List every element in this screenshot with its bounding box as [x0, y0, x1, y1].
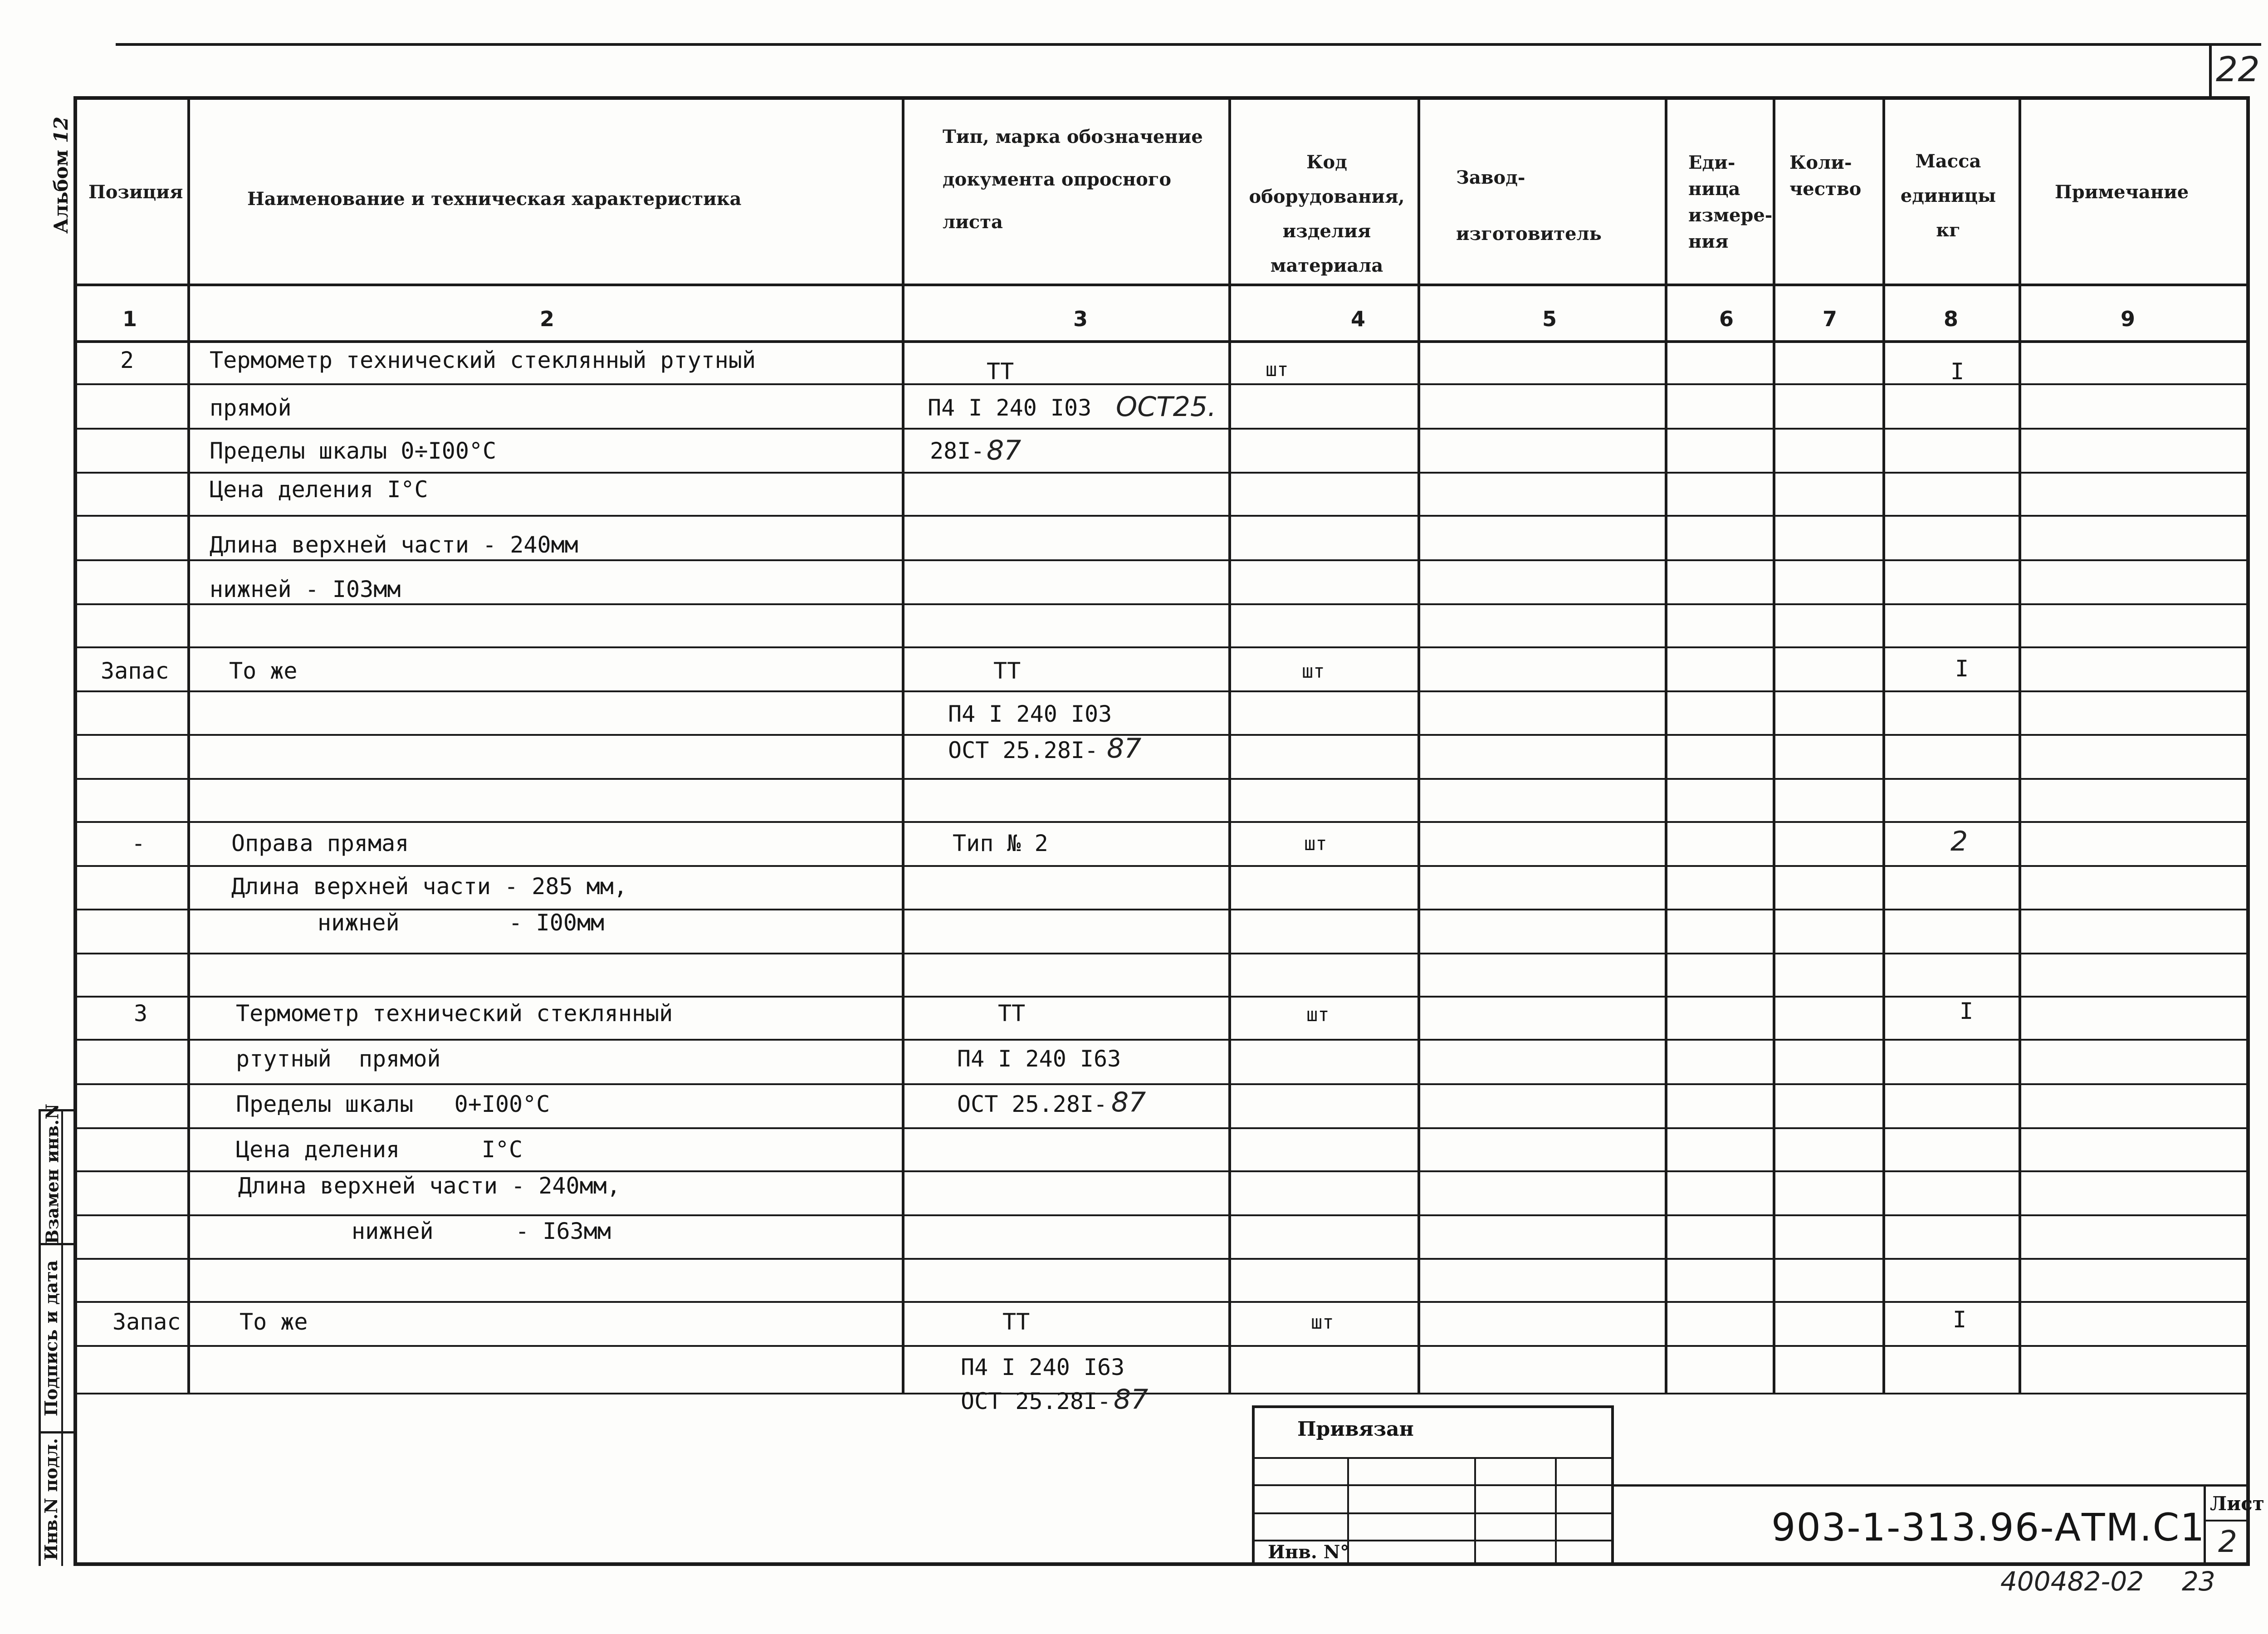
type-cell: 28I-	[930, 438, 985, 464]
frame-top	[75, 96, 2250, 100]
side-inv-zam: Взамен инв.N	[42, 1103, 63, 1244]
mass-cell: I	[1960, 998, 1974, 1024]
tb-top	[1252, 1405, 1614, 1408]
row-line	[75, 1170, 2250, 1172]
row-line	[75, 1301, 2250, 1303]
tb-sheet-label: Лист	[2210, 1492, 2264, 1515]
tb-col	[1555, 1457, 1557, 1564]
tb-line	[1252, 1484, 1614, 1486]
position-cell: 2	[120, 347, 134, 373]
row-line	[75, 1345, 2250, 1347]
frame-bottom	[73, 1562, 2250, 1566]
side-stamp-div2	[39, 1431, 76, 1433]
type-handwritten: 87	[1107, 733, 1142, 764]
row-line	[75, 996, 2250, 998]
name-cell: нижней - I03мм	[210, 576, 401, 602]
row-line	[75, 734, 2250, 736]
header-mass: Масса единицы кг	[1900, 151, 1996, 241]
row-line	[75, 383, 2250, 385]
header-note: Примечание	[2055, 181, 2189, 203]
archive-page: 23	[2182, 1566, 2215, 1597]
col-number-1: 1	[122, 307, 137, 331]
col-line-7	[1882, 96, 1885, 1394]
tb-inv-no: Инв. N°	[1268, 1541, 1349, 1563]
type-handwritten: ОСТ25.	[1116, 391, 1217, 423]
name-cell: Термометр технический стеклянный ртутный	[210, 347, 756, 373]
code-cell: шт	[1306, 1003, 1330, 1026]
header-unit: Еди- ница измере- ния	[1688, 152, 1773, 252]
mass-cell: I	[1950, 358, 1965, 385]
name-cell: Цена деления I°C	[236, 1136, 523, 1163]
row-line	[75, 472, 2250, 474]
name-cell: Пределы шкалы 0+I00°C	[236, 1091, 550, 1117]
position-cell: -	[132, 830, 146, 856]
tb-main-top	[1611, 1484, 2250, 1487]
row-line	[75, 953, 2250, 954]
row-line	[75, 778, 2250, 780]
name-cell: То же	[229, 658, 298, 684]
col-number-5: 5	[1542, 307, 1557, 331]
row-line	[75, 428, 2250, 430]
col-line-4	[1418, 96, 1420, 1394]
code-cell: шт	[1302, 660, 1325, 682]
album-label	[50, 117, 77, 234]
row-line	[75, 865, 2250, 867]
side-inv-podl: Инв.N подл.	[41, 1438, 61, 1561]
type-cell: П4 I 240 I03	[948, 701, 1112, 727]
type-cell: П4 I 240 I63	[957, 1046, 1121, 1072]
row-line	[75, 1393, 2250, 1394]
col-line-8	[2019, 96, 2021, 1394]
tb-designation: 903-1-313.96-АТМ.С1	[1771, 1505, 2205, 1550]
col-number-4: 4	[1351, 307, 1366, 331]
page-corner-number: 22	[2216, 49, 2260, 89]
name-cell: Термометр технический стеклянный	[236, 1000, 673, 1027]
row-line	[75, 821, 2250, 823]
col-number-6: 6	[1719, 307, 1734, 331]
col-number-7: 7	[1823, 307, 1838, 331]
col-line-1	[187, 96, 190, 1394]
side-sign-date: Подпись и дата	[41, 1260, 61, 1417]
header-bottom-line	[75, 284, 2250, 286]
corner-box-left	[2209, 44, 2212, 97]
tb-line	[1252, 1512, 1614, 1514]
type-cell: ТТ	[987, 358, 1014, 385]
name-cell: Пределы шкалы 0÷I00°C	[210, 438, 497, 464]
header-manufacturer: Завод- изготовитель	[1456, 167, 1602, 245]
row-line	[75, 1039, 2250, 1041]
type-cell: ТТ	[993, 658, 1021, 684]
name-cell: прямой	[210, 395, 292, 421]
col-line-3	[1228, 96, 1231, 1394]
row-line	[75, 603, 2250, 605]
row-line	[75, 1214, 2250, 1216]
type-cell: ТТ	[998, 1000, 1026, 1027]
col-number-9: 9	[2121, 307, 2136, 331]
name-cell: Длина верхней части - 240мм,	[238, 1173, 621, 1199]
name-cell: То же	[240, 1309, 308, 1335]
album-label-text: Альбом	[50, 150, 72, 234]
album-number: 12	[50, 117, 72, 143]
col-number-3: 3	[1073, 307, 1088, 331]
type-cell: ТТ	[1002, 1309, 1030, 1335]
name-cell: Длина верхней части - 240мм	[210, 532, 578, 558]
row-line	[75, 559, 2250, 561]
header-name: Наименование и техническая характеристика	[247, 188, 742, 210]
name-cell: Оправа прямая	[231, 830, 409, 856]
row-line	[75, 690, 2250, 692]
type-handwritten: 87	[1114, 1384, 1149, 1415]
tb-privyazan: Привязан	[1297, 1418, 1414, 1441]
col-line-6	[1773, 96, 1775, 1394]
code-cell: шт	[1311, 1311, 1334, 1333]
code-cell: шт	[1304, 832, 1327, 855]
position-cell: Запас	[112, 1309, 181, 1335]
position-cell: 3	[134, 1000, 148, 1027]
col-line-5	[1665, 96, 1667, 1394]
col-number-8: 8	[1944, 307, 1959, 331]
tb-sheet-number: 2	[2218, 1524, 2237, 1559]
mass-cell: I	[1955, 656, 1969, 682]
header-position: Позиция	[88, 181, 183, 203]
header-type: Тип, марка обозначение документа опросного листа	[943, 126, 1203, 233]
type-cell: П4 I 240 I63	[961, 1354, 1125, 1380]
position-cell: Запас	[101, 658, 169, 684]
archive-number: 400482-02	[2000, 1566, 2144, 1597]
type-cell: ОСТ 25.28I-	[957, 1091, 1108, 1117]
mass-cell: I	[1953, 1306, 1967, 1333]
name-cell: Длина верхней части - 285 мм,	[231, 873, 627, 900]
mass-cell: 2	[1950, 826, 1968, 857]
name-cell: ртутный прямой	[236, 1046, 441, 1072]
name-cell: Цена деления I°C	[210, 476, 428, 503]
col-number-2: 2	[540, 307, 555, 331]
col-line-2	[902, 96, 904, 1394]
type-handwritten: 87	[987, 435, 1022, 466]
row-line	[75, 1083, 2250, 1085]
name-cell: нижней - I63мм	[352, 1218, 611, 1244]
header-code: Код оборудования, изделия материала	[1249, 152, 1405, 276]
code-cell: шт	[1266, 358, 1289, 381]
row-line	[75, 1127, 2250, 1129]
tb-line	[1252, 1457, 1614, 1459]
row-line	[75, 515, 2250, 517]
tb-sheet-mid	[2204, 1520, 2250, 1521]
row-line	[75, 1258, 2250, 1260]
name-cell: нижней - I00мм	[318, 910, 605, 936]
type-handwritten: 87	[1111, 1086, 1146, 1118]
type-cell: П4 I 240 I03	[928, 395, 1092, 421]
header-quantity: Коли- чество	[1789, 152, 1862, 200]
top-edge-line	[116, 43, 2261, 46]
type-cell: Тип № 2	[953, 830, 1048, 856]
row-line	[75, 646, 2250, 648]
type-cell: ОСТ 25.28I-	[961, 1388, 1111, 1414]
tb-col	[1474, 1457, 1476, 1564]
type-cell: ОСТ 25.28I-	[948, 737, 1099, 763]
colnum-bottom-line	[75, 340, 2250, 343]
